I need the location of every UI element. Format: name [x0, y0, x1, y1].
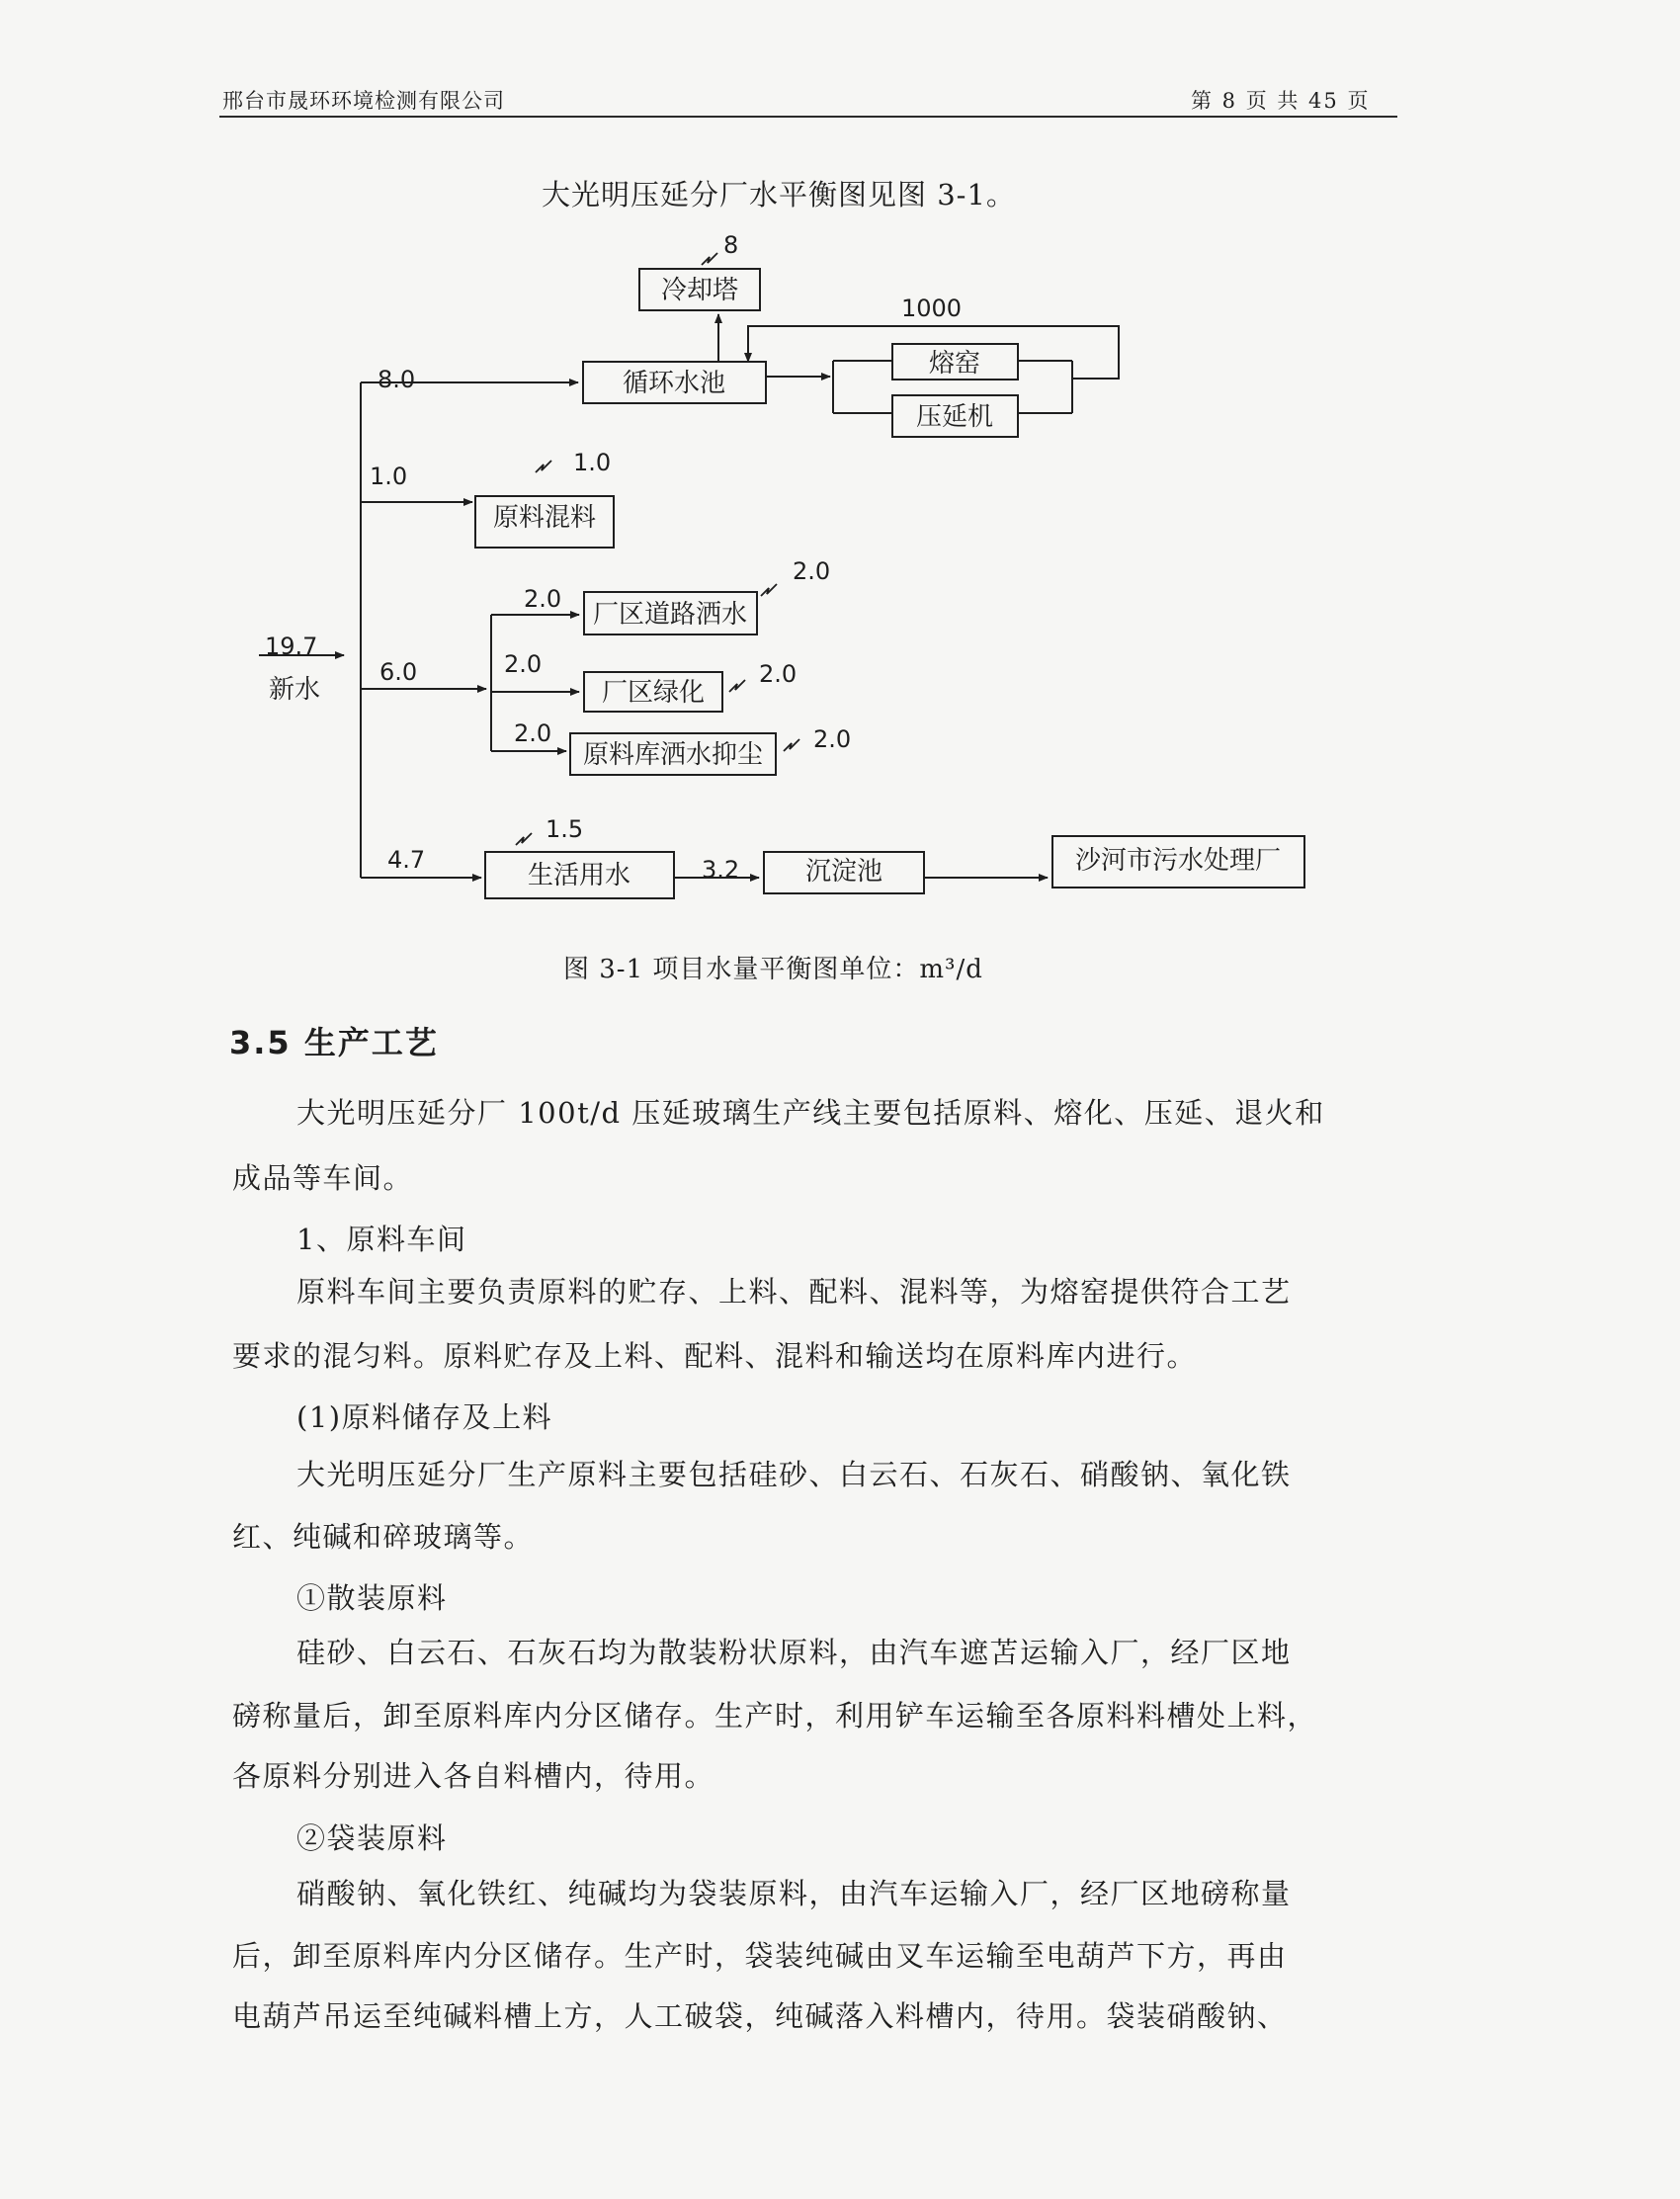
header-company: 邢台市晟环环境检测有限公司: [222, 89, 505, 113]
body-line: 磅称量后，卸至原料库内分区储存。生产时，利用铲车运输至各原料料槽处上料，: [232, 1699, 1318, 1733]
flow-value-green: 2.0: [504, 650, 543, 678]
box-label-sewage-plant: 沙河市污水处理厂: [1074, 846, 1282, 876]
box-label-warehouse-dust: 原料库洒水抑尘: [582, 740, 764, 770]
body-line: 硝酸钠、氧化铁红、纯碱均为袋装原料，由汽车运输入厂，经厂区地磅称量: [296, 1877, 1292, 1910]
loss-arrow-road: [761, 584, 777, 596]
body-line: 原料车间主要负责原料的贮存、上料、配料、混料等，为熔窑提供符合工艺: [296, 1275, 1292, 1309]
body-line: 电葫芦吊运至纯碱料槽上方，人工破袋，纯碱落入料槽内，待用。袋装硝酸钠、: [232, 1999, 1288, 2033]
box-label-circulating-pool: 循环水池: [622, 369, 726, 398]
box-label-domestic-water: 生活用水: [527, 861, 631, 890]
flow-value-domestic: 4.7: [387, 846, 426, 874]
box-label-calender: 压延机: [915, 402, 994, 432]
body-line: ②袋装原料: [296, 1821, 448, 1855]
body-line: 各原料分别进入各自料槽内，待用。: [232, 1759, 715, 1793]
loss-value-warehouse: 2.0: [813, 725, 852, 753]
body-line: 后，卸至原料库内分区储存。生产时，袋装纯碱由叉车运输至电葫芦下方，再由: [232, 1939, 1288, 1973]
flow-value-road: 2.0: [524, 585, 562, 613]
loss-arrow-cooling: [702, 253, 717, 265]
flow-value-branch: 6.0: [379, 658, 418, 686]
flow-value-mixing: 1.0: [370, 463, 408, 490]
loss-value-green: 2.0: [759, 660, 798, 688]
loss-value-road: 2.0: [793, 557, 831, 585]
body-line: 大光明压延分厂 100t/d 压延玻璃生产线主要包括原料、熔化、压延、退火和: [296, 1096, 1325, 1130]
box-label-raw-mixing: 原料混料: [492, 503, 597, 533]
box-label-kiln: 熔窑: [928, 349, 981, 379]
figure-caption: 图 3-1 项目水量平衡图单位：m³/d: [563, 955, 983, 984]
loss-value-mixing: 1.0: [573, 449, 612, 476]
water-balance-diagram: [0, 0, 1680, 949]
body-line: 大光明压延分厂生产原料主要包括硅砂、白云石、石灰石、硝酸钠、氧化铁: [296, 1458, 1292, 1491]
flow-value-settling: 3.2: [702, 856, 740, 884]
loss-arrow-mixing: [536, 461, 551, 472]
flow-value-new-water: 19.7: [265, 633, 318, 660]
section-title: 3.5 生产工艺: [229, 1024, 439, 1061]
box-label-cooling-tower: 冷却塔: [660, 276, 739, 305]
loss-value-cooling: 8: [723, 231, 739, 259]
loss-arrow-warehouse: [784, 739, 799, 751]
body-line: 红、纯碱和碎玻璃等。: [232, 1520, 535, 1554]
body-line: ①散装原料: [296, 1581, 448, 1615]
body-line: 成品等车间。: [232, 1161, 414, 1195]
intro-text: 大光明压延分厂水平衡图见图 3-1。: [542, 178, 1016, 211]
box-label-settling-tank: 沉淀池: [804, 857, 883, 887]
flow-value-circulation: 1000: [901, 295, 963, 322]
loss-arrow-domestic: [516, 833, 532, 845]
header-page-info: 第 8 页 共 45 页: [1191, 89, 1371, 113]
flow-value-circulating: 8.0: [378, 366, 416, 393]
body-line: (1)原料储存及上料: [296, 1400, 553, 1434]
loss-value-domestic: 1.5: [546, 815, 584, 843]
flow-value-warehouse: 2.0: [514, 719, 552, 747]
body-line: 硅砂、白云石、石灰石均为散装粉状原料，由汽车遮苫运输入厂，经厂区地: [296, 1636, 1292, 1669]
body-line: 1、原料车间: [296, 1223, 467, 1256]
box-label-road-sprinkling: 厂区道路洒水: [592, 600, 748, 630]
new-water-label: 新水: [269, 675, 321, 705]
loss-arrow-green: [729, 680, 745, 692]
body-line: 要求的混匀料。原料贮存及上料、配料、混料和输送均在原料库内进行。: [232, 1339, 1198, 1373]
box-label-greening: 厂区绿化: [601, 678, 706, 708]
